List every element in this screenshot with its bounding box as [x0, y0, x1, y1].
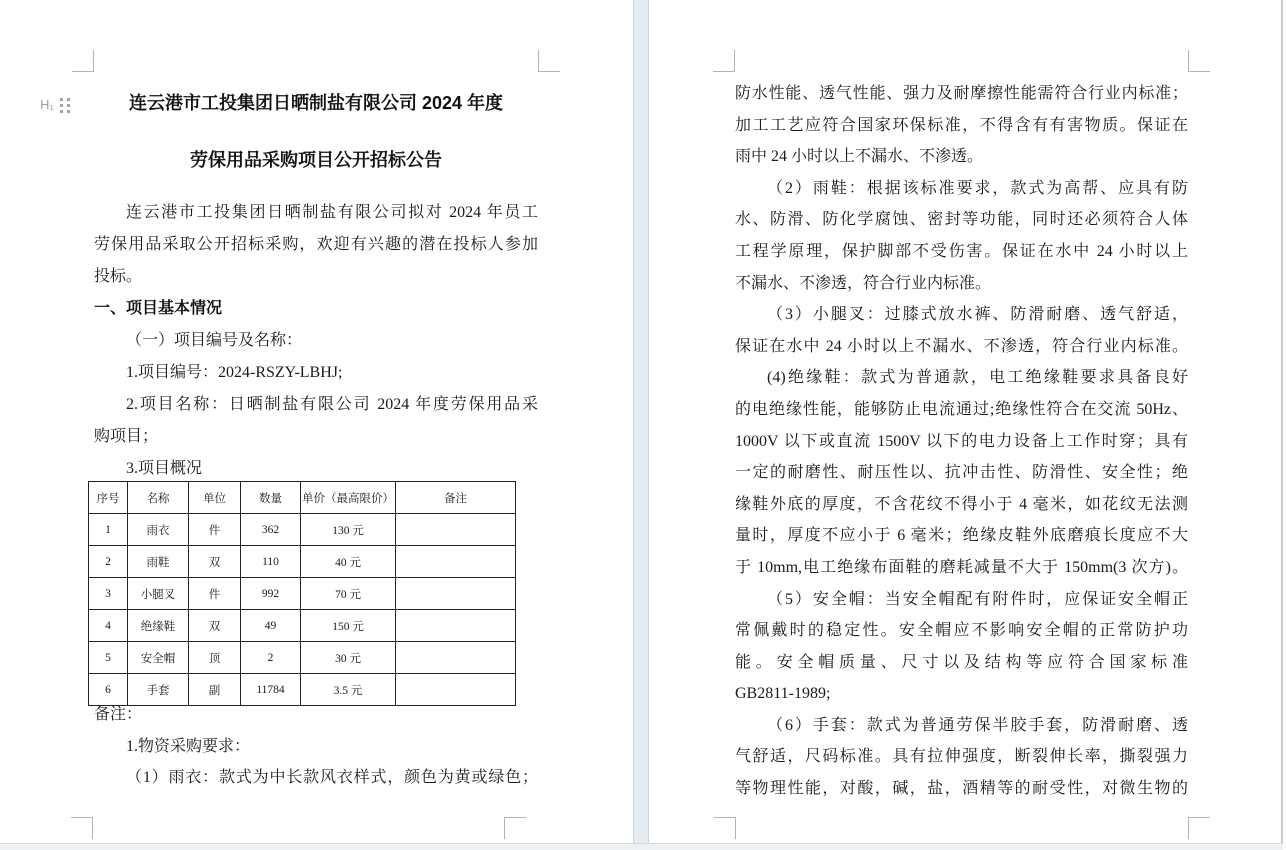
crop-mark-top-left — [713, 50, 735, 72]
text-line: 1.项目编号：2024-RSZY-LBHJ; — [126, 364, 343, 381]
text-line: 3.项目概况 — [126, 460, 203, 477]
text-line: 水、防滑、防化学腐蚀、密封等功能，同时还必须符合人体 — [735, 211, 1188, 229]
text-line: （3）小腿叉：过膝式放水裤、防滑耐磨、透气舒适， — [767, 306, 1188, 324]
table-cell: 小腿叉 — [128, 578, 189, 610]
drag-handle-icon[interactable] — [60, 98, 70, 113]
table-cell — [396, 610, 516, 642]
crop-mark-bottom-left — [714, 817, 736, 839]
table-header-cell: 单价（最高限价） — [301, 482, 396, 514]
text-line: 加工工艺应符合国家环保标准，不得含有有害物质。保证在 — [735, 116, 1188, 134]
table-cell: 3.5 元 — [301, 674, 396, 706]
crop-mark-top-right — [538, 50, 560, 72]
page-1 — [0, 0, 633, 850]
table-cell: 副 — [189, 674, 241, 706]
text-line: 防水性能、透气性能、强力及耐摩擦性能需符合行业内标准； — [735, 85, 1188, 102]
table-cell: 130 元 — [301, 514, 396, 546]
table-cell: 2 — [89, 546, 128, 578]
table-header-row — [89, 482, 516, 514]
text-line: 气舒适，尺码标准。具有拉伸强度，断裂伸长率，撕裂强力 — [735, 748, 1188, 766]
page2-body-text — [735, 78, 1188, 805]
table-cell: 6 — [89, 674, 128, 706]
table-cell: 2 — [241, 642, 301, 674]
table-cell: 362 — [241, 514, 301, 546]
text-line: 一定的耐磨性、耐压性以、抗冲击性、防滑性、安全性；绝 — [735, 464, 1188, 482]
table-cell: 手套 — [128, 674, 189, 706]
table-row — [89, 610, 516, 642]
text-line: （2）雨鞋：根据该标准要求，款式为高帮、应具有防 — [767, 179, 1188, 197]
table-cell: 件 — [189, 578, 241, 610]
text-line: 2.项目名称：日晒制盐有限公司 2024 年度劳保用品采 — [126, 396, 538, 413]
page1-footer-text — [94, 699, 538, 794]
table-cell — [396, 578, 516, 610]
table-row — [89, 578, 516, 610]
text-line: 的电绝缘性能，能够防止电流通过;绝缘性符合在交流 50Hz、 — [735, 400, 1188, 418]
doc-title-line-2: 劳保用品采购项目公开招标公告 — [190, 150, 442, 170]
page-2 — [649, 0, 1282, 850]
text-line: 缘鞋外底的厚度，不含花纹不得小于 4 毫米，如花纹无法测 — [735, 495, 1188, 513]
table-cell: 30 元 — [301, 642, 396, 674]
text-line: 不漏水、不渗透，符合行业内标准。 — [735, 274, 992, 292]
table-cell: 安全帽 — [128, 642, 189, 674]
crop-mark-top-right — [1188, 50, 1210, 72]
table-cell: 40 元 — [301, 546, 396, 578]
text-line: 1000V 以下或直流 1500V 以下的电力设备上工作时穿；具有 — [735, 432, 1188, 450]
table-cell: 双 — [189, 610, 241, 642]
table-cell — [396, 546, 516, 578]
items-table — [88, 481, 516, 706]
table-header-cell: 单位 — [189, 482, 241, 514]
viewport-right-border — [1281, 0, 1283, 850]
table-row — [89, 642, 516, 674]
text-line: GB2811-1989; — [735, 685, 831, 703]
table-cell: 150 元 — [301, 610, 396, 642]
text-line: （5）安全帽：当安全帽配有附件时，应保证安全帽正 — [767, 590, 1188, 608]
text-line: 于 10mm,电工绝缘布面鞋的磨耗减量不大于 150mm(3 次方)。 — [735, 558, 1188, 576]
table-cell — [396, 514, 516, 546]
table-cell: 11784 — [241, 674, 301, 706]
table-cell: 4 — [89, 610, 128, 642]
crop-mark-bottom-left — [71, 817, 93, 839]
table-cell: 49 — [241, 610, 301, 642]
page1-body-text — [94, 197, 538, 485]
table-header-cell: 序号 — [89, 482, 128, 514]
table-header-cell: 名称 — [128, 482, 189, 514]
table-cell: 110 — [241, 546, 301, 578]
text-line: 雨中 24 小时以上不漏水、不渗透。 — [735, 148, 984, 166]
crop-mark-top-left — [72, 50, 94, 72]
table-cell: 双 — [189, 546, 241, 578]
table-cell: 992 — [241, 578, 301, 610]
table-header-cell: 备注 — [396, 482, 516, 514]
table-cell: 绝缘鞋 — [128, 610, 189, 642]
table-cell: 3 — [89, 578, 128, 610]
text-line: 能。安全帽质量、尺寸以及结构等应符合国家标准 — [735, 653, 1188, 671]
table-cell: 雨鞋 — [128, 546, 189, 578]
text-line: 等物理性能，对酸，碱，盐，酒精等的耐受性，对微生物的 — [735, 780, 1188, 798]
table-cell: 70 元 — [301, 578, 396, 610]
text-line: 保证在水中 24 小时以上不漏水、不渗透，符合行业内标准。 — [735, 337, 1188, 355]
text-line: 量时，厚度不应小于 6 毫米；绝缘皮鞋外底磨痕长度应不大 — [735, 527, 1188, 545]
text-line: 1.物资采购要求： — [126, 737, 251, 755]
text-line: 备注： — [94, 706, 143, 723]
text-line: 劳保用品采取公开招标采购，欢迎有兴趣的潜在投标人参加 — [94, 236, 538, 253]
table-cell — [396, 642, 516, 674]
table-cell: 1 — [89, 514, 128, 546]
crop-mark-bottom-right — [504, 817, 526, 839]
text-line: 常佩戴时的稳定性。安全帽应不影响安全帽的正常防护功 — [735, 622, 1188, 640]
text-line: (4)绝缘鞋：款式为普通款，电工绝缘鞋要求具备良好 — [767, 369, 1188, 387]
text-line: 投标。 — [94, 268, 143, 285]
table-cell: 5 — [89, 642, 128, 674]
table-row — [89, 514, 516, 546]
table-row — [89, 546, 516, 578]
table-cell: 件 — [189, 514, 241, 546]
text-line: （一）项目编号及名称： — [126, 332, 303, 349]
page-gap-divider — [633, 0, 649, 850]
text-line: （6）手套：款式为普通劳保半胶手套，防滑耐磨、透 — [767, 716, 1188, 734]
crop-mark-bottom-right — [1188, 817, 1210, 839]
text-line: 工程学原理，保护脚部不受伤害。保证在水中 24 小时以上 — [735, 242, 1188, 260]
text-line: 连云港市工投集团日晒制盐有限公司拟对 2024 年员工 — [126, 204, 538, 221]
table-cell: 顶 — [189, 642, 241, 674]
section-heading: 一、项目基本情况 — [94, 300, 223, 317]
table-header-cell: 数量 — [241, 482, 301, 514]
page-bottom-gap — [0, 843, 1283, 850]
doc-title-line-1: 连云港市工投集团日晒制盐有限公司 2024 年度 — [128, 93, 504, 113]
table-cell: 雨衣 — [128, 514, 189, 546]
text-line: （1）雨衣：款式为中长款风衣样式，颜色为黄或绿色； — [126, 769, 538, 786]
text-line: 购项目； — [94, 428, 159, 445]
heading-level-badge[interactable]: H₁ — [40, 97, 54, 112]
